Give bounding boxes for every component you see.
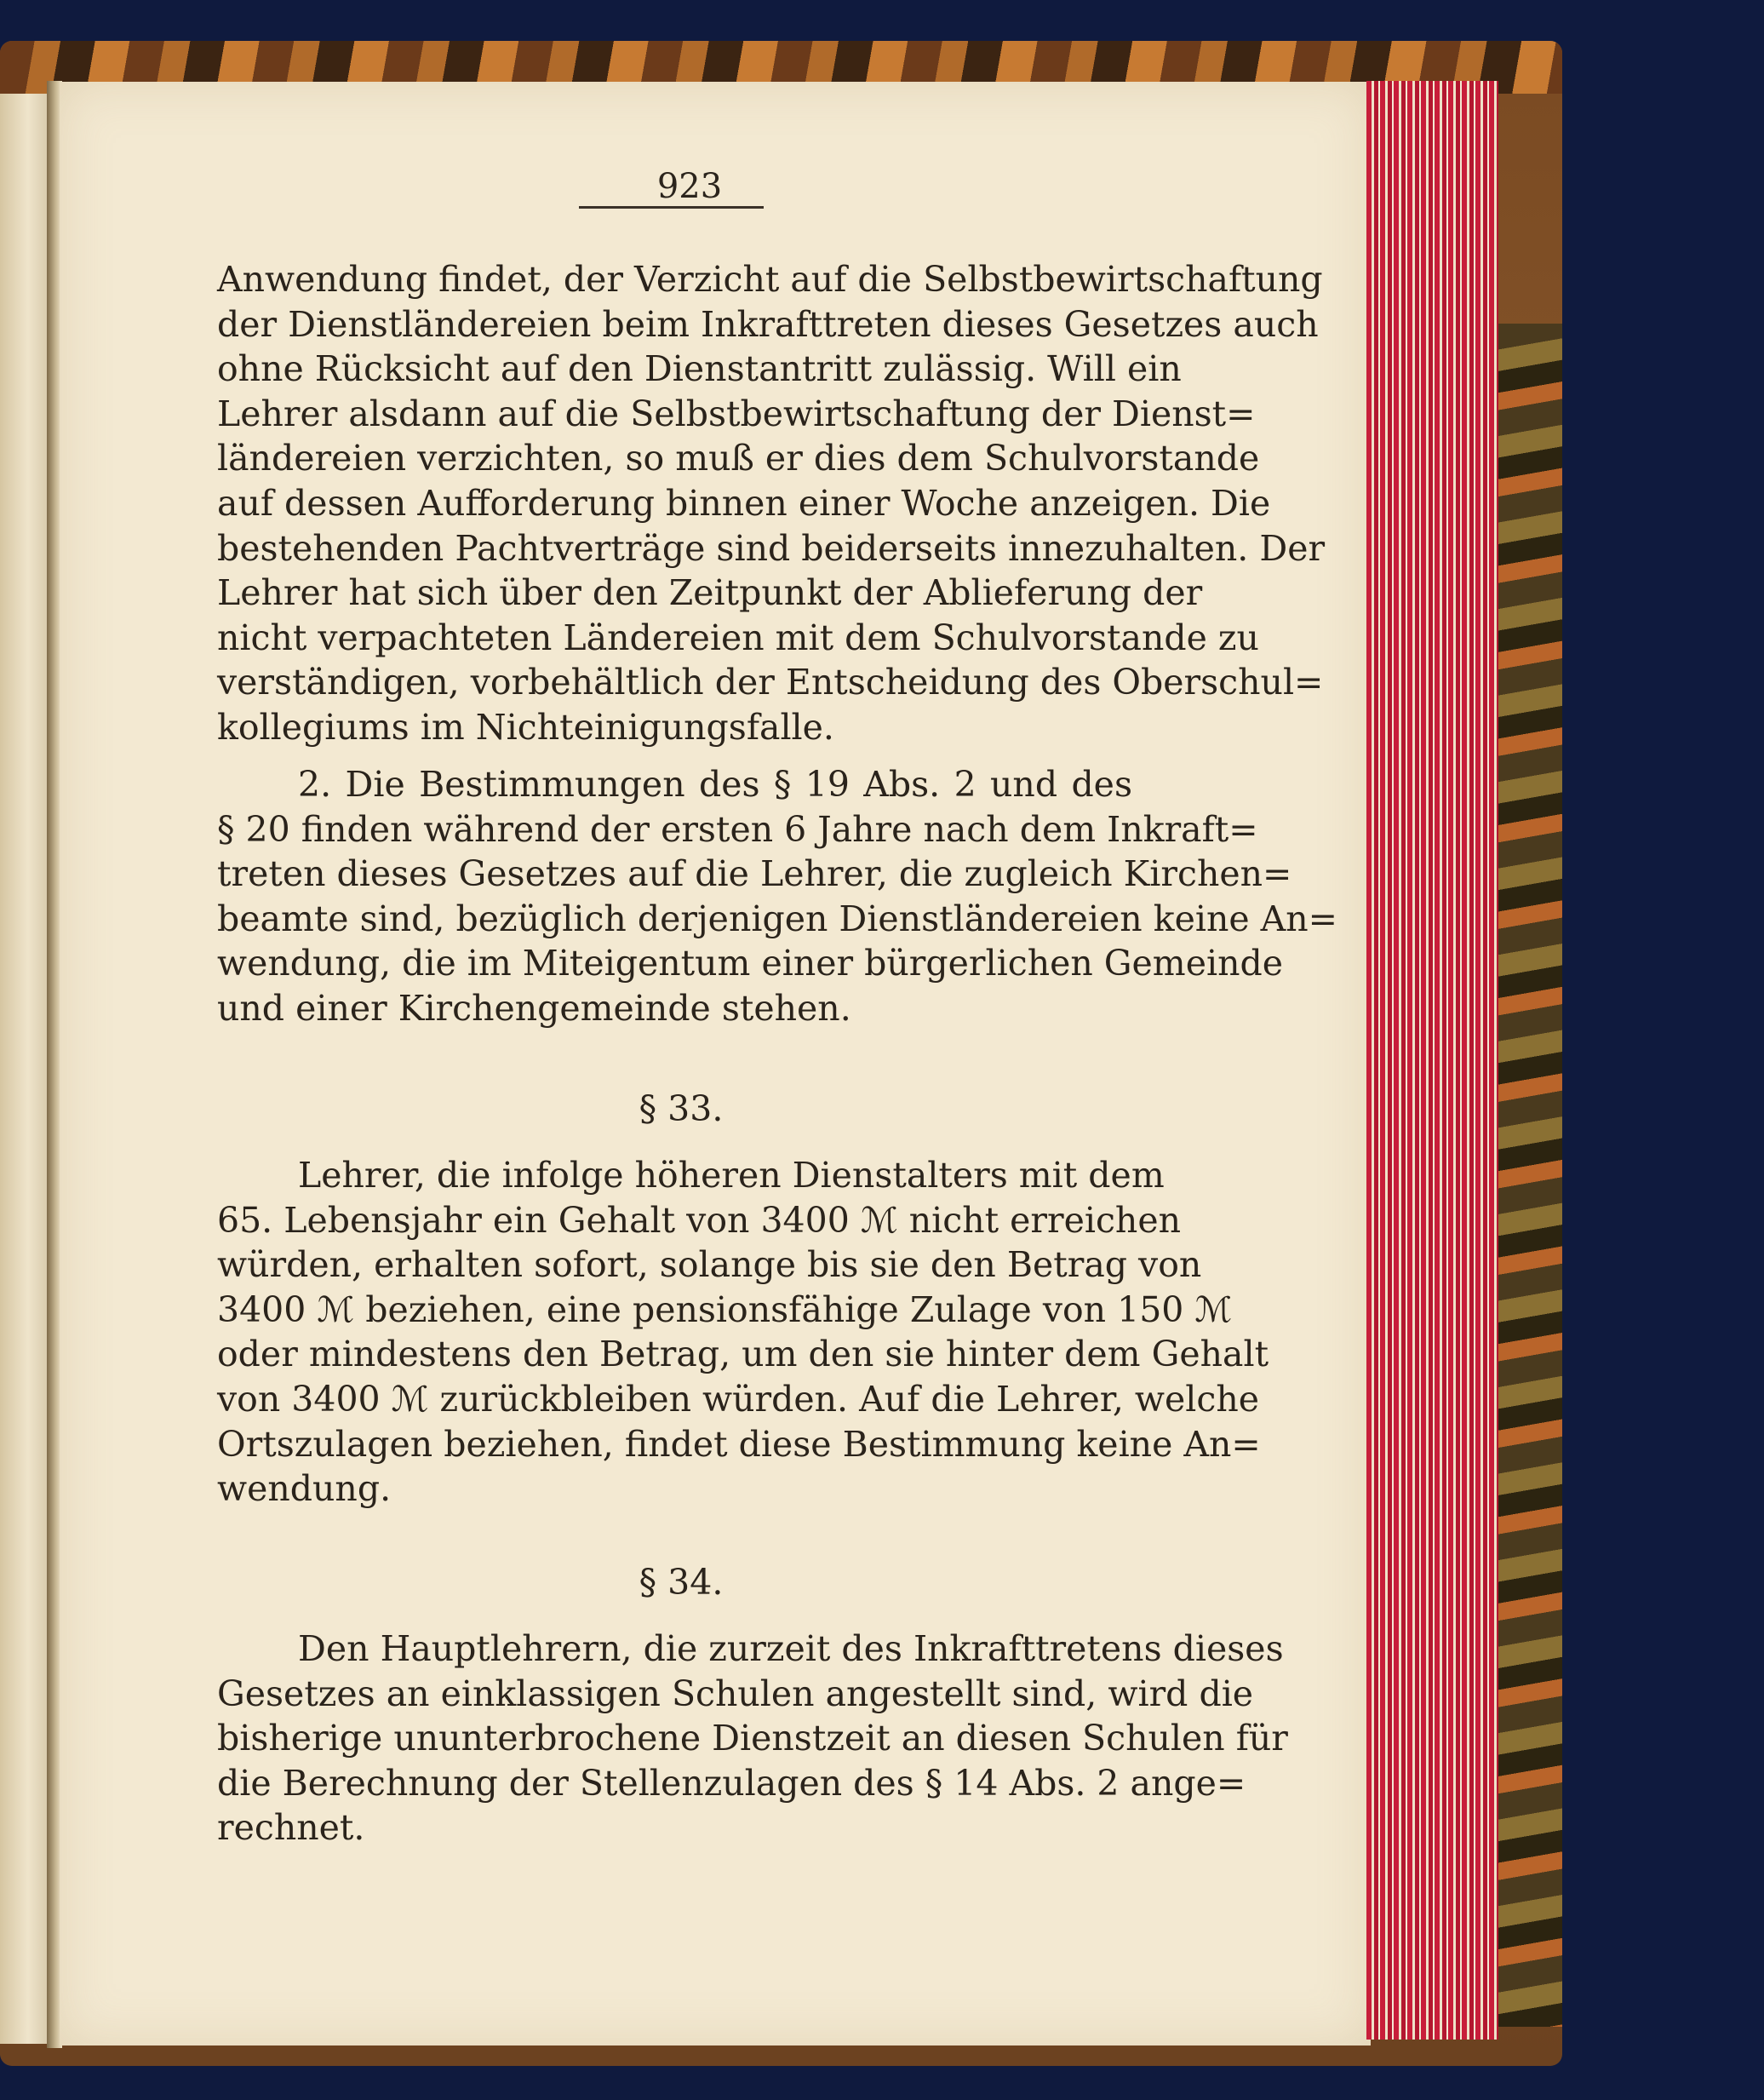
text-line: 3400 ℳ beziehen, eine pensionsfähige Zulage von 150 ℳ bbox=[217, 1288, 1233, 1330]
text-line: würden, erhalten sofort, solange bis sie den Betrag von bbox=[217, 1244, 1202, 1286]
page-number: 923 bbox=[656, 167, 723, 206]
text-line: die Berechnung der Stellenzulagen des § 14 Abs. 2 ange= bbox=[217, 1762, 1246, 1804]
section-heading-33: § 33. bbox=[639, 1088, 724, 1129]
paragraph-2 bbox=[217, 762, 1338, 1031]
text-line: wendung, die im Miteigentum einer bürgerlichen Gemeinde bbox=[217, 943, 1283, 984]
text-line: nicht verpachteten Ländereien mit dem Schulvorstande zu bbox=[217, 617, 1259, 658]
text-line: auf dessen Aufforderung binnen einer Woche anzeigen. Die bbox=[217, 482, 1271, 524]
text-line: und einer Kirchengemeinde stehen. bbox=[217, 987, 851, 1029]
paragraph-3 bbox=[217, 1153, 1269, 1512]
text-line: von 3400 ℳ zurückbleiben würden. Auf die Lehrer, welche bbox=[217, 1378, 1260, 1420]
text-line: ohne Rücksicht auf den Dienstantritt zulässig. Will ein bbox=[217, 348, 1182, 390]
text-line: Gesetzes an einklassigen Schulen angestellt sind, wird die bbox=[217, 1673, 1254, 1714]
text-line: Lehrer hat sich über den Zeitpunkt der Ablieferung der bbox=[217, 572, 1203, 614]
section-heading-34: § 34. bbox=[639, 1562, 724, 1603]
text-line: bisherige ununterbrochene Dienstzeit an diesen Schulen für bbox=[217, 1718, 1288, 1759]
text-line: 2. Die Bestimmungen des § 19 Abs. 2 und des bbox=[298, 764, 1132, 805]
text-line: bestehenden Pachtverträge sind beiderseits innezuhalten. Der bbox=[217, 527, 1326, 569]
text-line: Lehrer alsdann auf die Selbstbewirtschaftung der Dienst= bbox=[217, 393, 1256, 434]
text-line: der Dienstländereien beim Inkrafttreten dieses Gesetzes auch bbox=[217, 303, 1319, 345]
text-line: kollegiums im Nichteinigungsfalle. bbox=[217, 706, 834, 748]
book-spine bbox=[1498, 324, 1562, 2027]
text-line: § 20 finden während der ersten 6 Jahre nach dem Inkraft= bbox=[217, 808, 1258, 850]
text-line: Lehrer, die infolge höheren Dienstalters mit dem bbox=[298, 1155, 1165, 1196]
text-line: Ortszulagen beziehen, findet diese Bestimmung keine An= bbox=[217, 1423, 1261, 1465]
text-line: treten dieses Gesetzes auf die Lehrer, die zugleich Kirchen= bbox=[217, 853, 1292, 895]
left-page-edge bbox=[0, 94, 47, 2044]
text-line: beamte sind, bezüglich derjenigen Dienstländereien keine An= bbox=[217, 898, 1338, 939]
text-line: Anwendung findet, der Verzicht auf die Selbstbewirtschaftung bbox=[217, 259, 1323, 300]
text-line: ländereien verzichten, so muß er dies dem Schulvorstande bbox=[217, 438, 1260, 479]
text-line: Den Hauptlehrern, die zurzeit des Inkrafttretens dieses bbox=[298, 1628, 1284, 1669]
paragraph-1 bbox=[217, 257, 1326, 750]
page-edges bbox=[1366, 81, 1498, 2040]
text-line: oder mindestens den Betrag, um den sie hinter dem Gehalt bbox=[217, 1334, 1269, 1375]
text-line: rechnet. bbox=[217, 1807, 365, 1849]
text-line: verständigen, vorbehältlich der Entscheidung des Oberschul= bbox=[217, 662, 1324, 703]
page-number-rule bbox=[579, 206, 764, 209]
paragraph-4 bbox=[217, 1627, 1288, 1850]
text-line: 65. Lebensjahr ein Gehalt von 3400 ℳ nicht erreichen bbox=[217, 1199, 1181, 1241]
text-line: wendung. bbox=[217, 1468, 392, 1510]
